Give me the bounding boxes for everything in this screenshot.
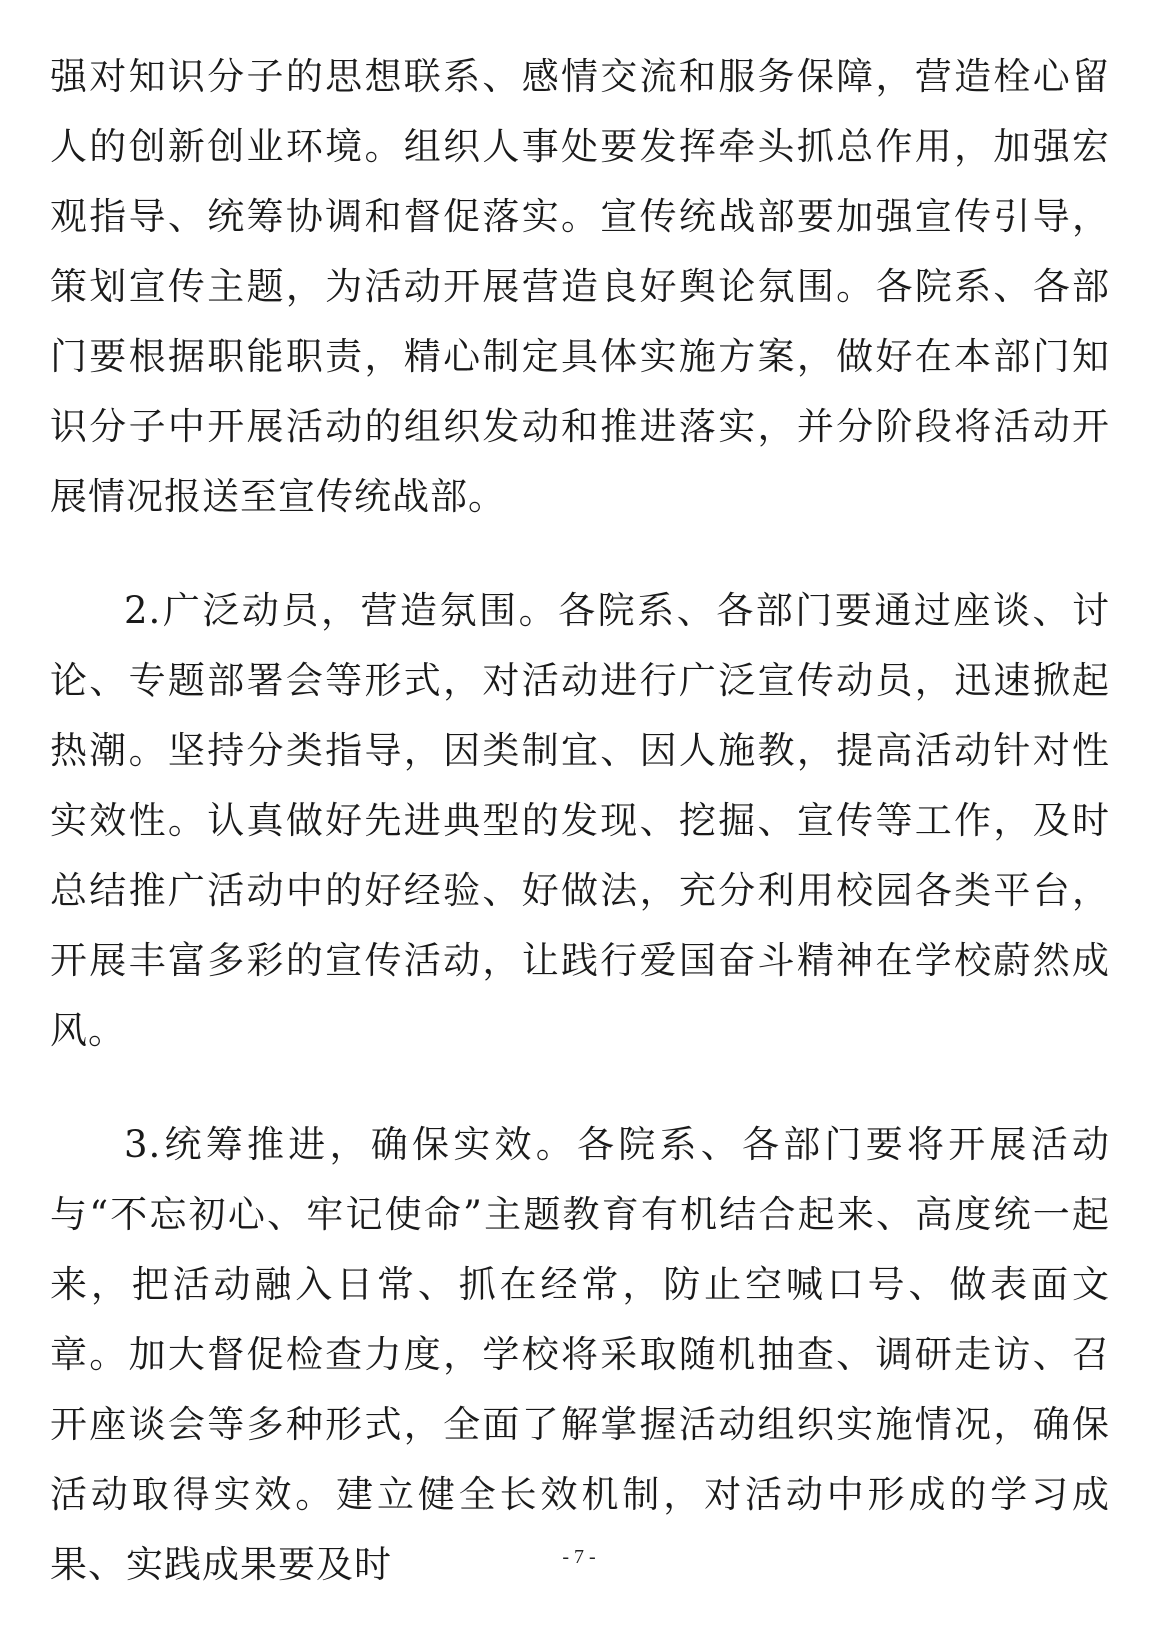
- paragraph-item-2: 2.广泛动员，营造氛围。各院系、各部门要通过座谈、讨论、专题部署会等形式，对活动进行广泛宣传动员，迅速掀起热潮。坚持分类指导，因类制宜、因人施教，提高活动针对性实效性。认真做好先进典型的发现、挖掘、宣传等工作，及时总结推广活动中的好经验、好做法，充分利用校园各类平台，开展丰富多彩的宣传活动，让践行爱国奋斗精神在学校蔚然成风。: [50, 589, 1110, 1052]
- paragraph-item-3: 3.统筹推进，确保实效。各院系、各部门要将开展活动与“不忘初心、牢记使命”主题教育有机结合起来、高度统一起来，把活动融入日常、抓在经常，防止空喊口号、做表面文章。加大督促检查力度，学校将采取随机抽查、调研走访、召开座谈会等多种形式，全面了解掌握活动组织实施情况，确保活动取得实效。建立健全长效机制，对活动中形成的学习成果、实践成果要及时: [50, 1123, 1110, 1586]
- page-number: - 7 -: [562, 1546, 596, 1568]
- paragraph-spacer: [50, 532, 1110, 576]
- paragraph-spacer: [50, 1066, 1110, 1110]
- paragraph-continuation: 强对知识分子的思想联系、感情交流和服务保障，营造栓心留人的创新创业环境。组织人事处要发挥牵头抓总作用，加强宏观指导、统筹协调和督促落实。宣传统战部要加强宣传引导，策划宣传主题，为活动开展营造良好舆论氛围。各院系、各部门要根据职能职责，精心制定具体实施方案，做好在本部门知识分子中开展活动的组织发动和推进落实，并分阶段将活动开展情况报送至宣传统战部。: [50, 55, 1110, 518]
- document-body: [50, 42, 1110, 1600]
